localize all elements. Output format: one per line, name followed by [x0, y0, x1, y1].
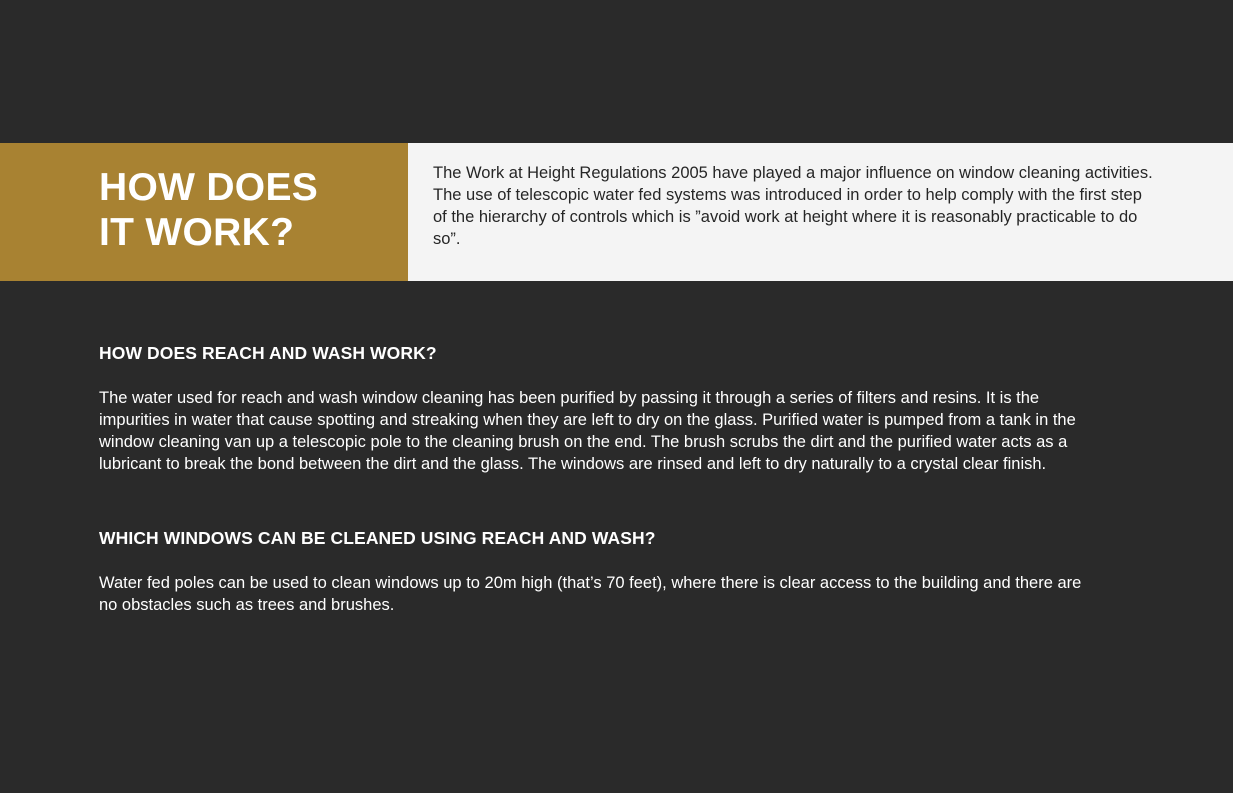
hero-title-panel [0, 143, 408, 281]
page-title [99, 165, 318, 255]
main-content [99, 341, 1099, 616]
page-title-line-2: IT WORK? [99, 211, 295, 254]
intro-panel [408, 143, 1233, 281]
section-body: Water fed poles can be used to clean windows up to 20m high (that’s 70 feet), where there is clear access to the building and there are no obstacles such as trees and brushes. [99, 574, 1082, 614]
section-heading: WHICH WINDOWS CAN BE CLEANED USING REACH AND WASH? [99, 528, 656, 548]
section-reach-and-wash [99, 341, 1099, 475]
intro-paragraph: The Work at Height Regulations 2005 have played a major influence on window cleaning activities. The use of telescopic water fed systems was introduced in order to help comply with the first step of the hierarchy of controls which is ”avoid work at height where it is reasonably practicable to do so”. [433, 164, 1153, 248]
page-title-line-1: HOW DOES [99, 166, 319, 209]
section-body: The water used for reach and wash window cleaning has been purified by passing it through a series of filters and resins. It is the impurities in water that cause spotting and streaking when they are left to dry on the glass. Purified water is pumped from a tank in the window cleaning van up a telescopic pole to the cleaning brush on the end. The brush scrubs the dirt and the purified water acts as a lubricant to break the bond between the dirt and the glass. The windows are rinsed and left to dry naturally to a crystal clear finish. [99, 389, 1076, 473]
section-heading: HOW DOES REACH AND WASH WORK? [99, 343, 437, 363]
hero-band [0, 143, 1233, 281]
section-which-windows [99, 526, 1099, 616]
